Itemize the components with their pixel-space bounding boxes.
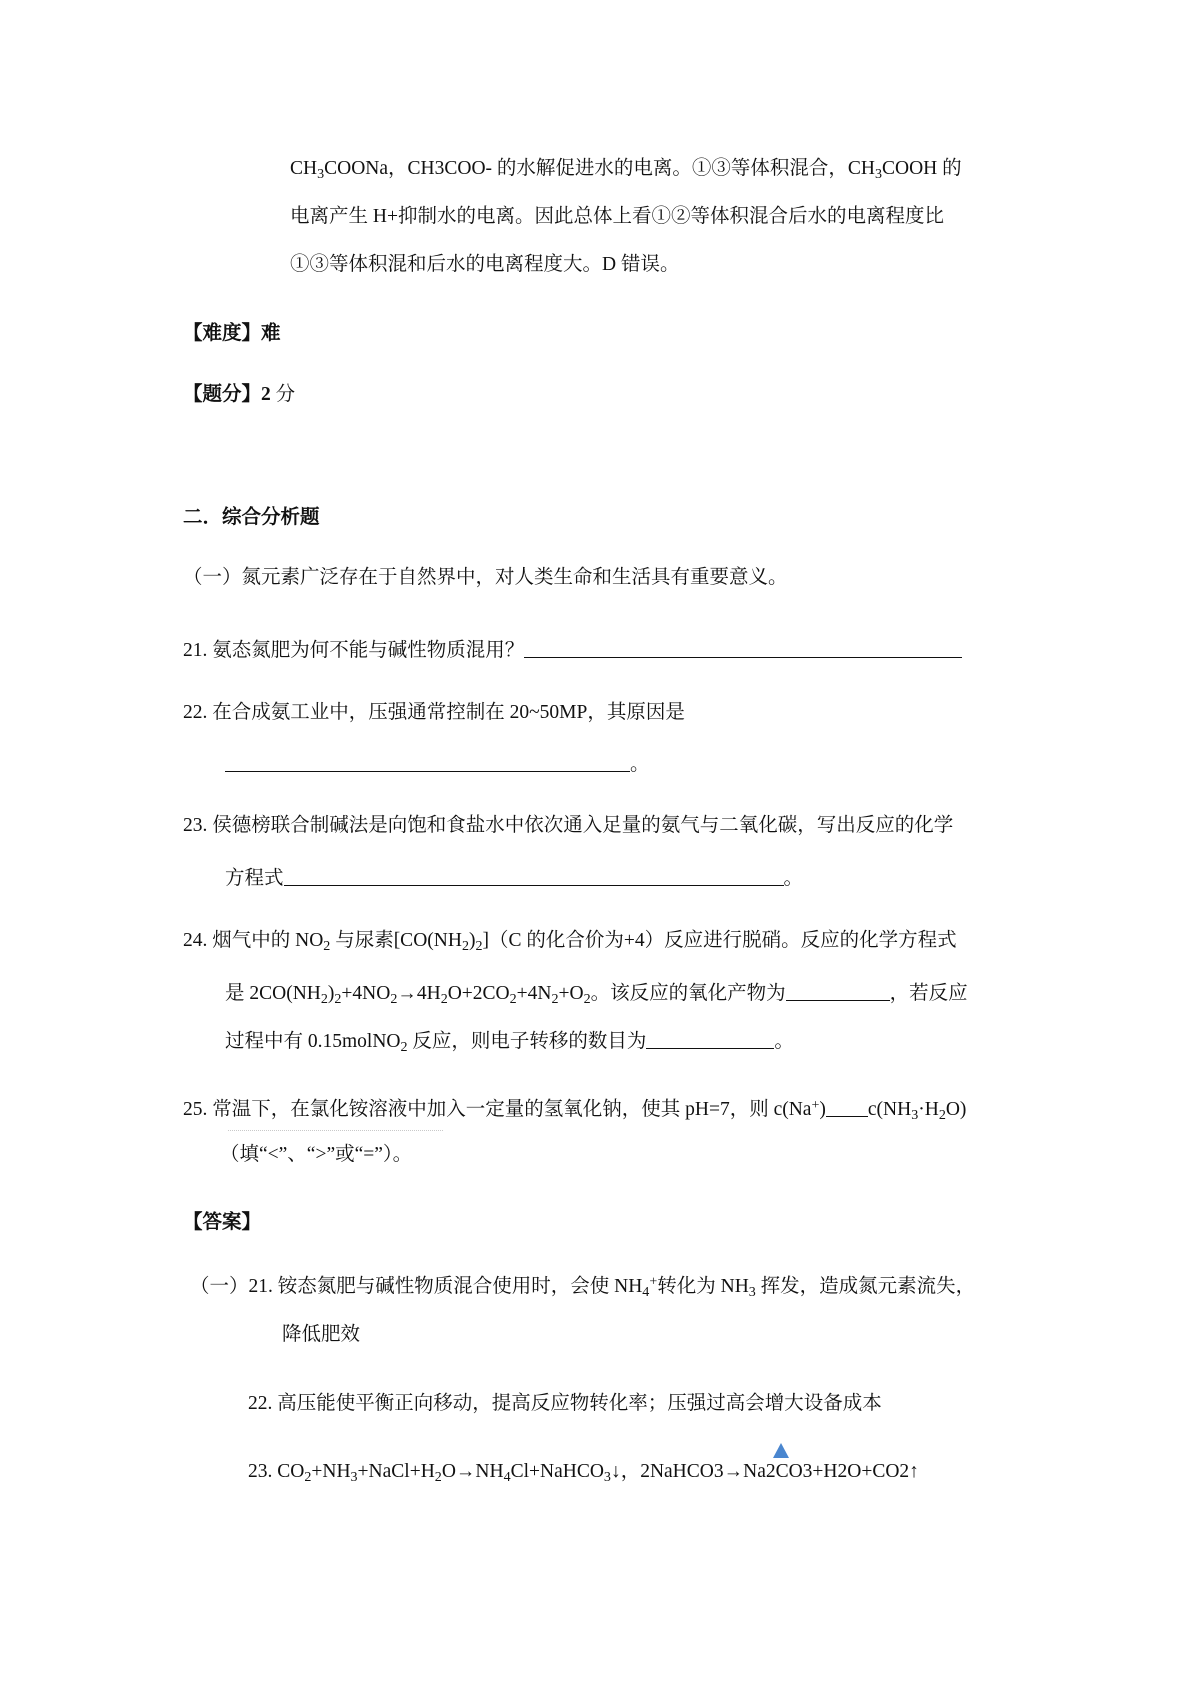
answer-blank[interactable] bbox=[225, 751, 630, 772]
score-unit: 分 bbox=[270, 384, 296, 405]
answer-label: 【答案】 bbox=[183, 1212, 262, 1233]
question-23-line-2: 方程式 。 bbox=[225, 865, 803, 889]
question-21: 21. 氨态氮肥为何不能与碱性物质混用？ bbox=[183, 637, 962, 661]
question-23: 23. 侯德榜联合制碱法是向饱和食盐水中依次通入足量的氨气与二氧化碳，写出反应的化学 bbox=[183, 815, 954, 836]
answer-blank[interactable] bbox=[826, 1096, 868, 1117]
difficulty-value: 难 bbox=[261, 323, 281, 344]
answer-blank[interactable] bbox=[284, 865, 784, 886]
score-number: 2 bbox=[261, 384, 271, 405]
question-24-line-3: 过程中有 0.15molNO$_2$ 反应，则电子转移的数目为 。 bbox=[225, 1028, 794, 1052]
difficulty-label: 【难度】 bbox=[183, 323, 262, 344]
answer-21-line-2: 降低肥效 bbox=[282, 1324, 361, 1345]
dotted-divider bbox=[228, 1130, 443, 1131]
score-label: 【题分】 bbox=[183, 384, 262, 405]
question-22: 22. 在合成氨工业中，压强通常控制在 20~50MP，其原因是 bbox=[183, 702, 685, 723]
heating-arrow: → bbox=[723, 1461, 744, 1482]
question-24-line-2: 是 $2CO(NH_2)_2+4NO_2\to 4H_2O+2CO_2+4N_2+O_2$。该反应的氧化产物为 ，若反应 bbox=[225, 980, 968, 1004]
section-intro: （一）氮元素广泛存在于自然界中，对人类生命和生活具有重要意义。 bbox=[183, 567, 788, 588]
difficulty-row bbox=[183, 324, 281, 344]
score-row bbox=[183, 385, 295, 405]
prev-answer-line-2: 电离产生 H+抑制水的电离。因此总体上看①②等体积混合后水的电离程度比 bbox=[290, 206, 944, 227]
question-22-answer-line: 。 bbox=[225, 751, 650, 775]
question-25-line-2: （填“<”、“>”或“=”）。 bbox=[220, 1144, 413, 1165]
heating-triangle-icon bbox=[773, 1443, 789, 1458]
question-25-line-1: 25. 常温下，在氯化铵溶液中加入一定量的氢氧化钠，使其 pH=7，则 c(Na+) $c(NH_3\cdot H_2O)$ bbox=[183, 1096, 967, 1124]
answer-blank[interactable] bbox=[524, 637, 962, 658]
answer-23: 23. $CO_2+NH_3+NaCl+H_2O\to NH_4Cl+NaHCO_3↓$，2NaHCO3→Na2CO3+H2O+CO2↑ bbox=[248, 1461, 919, 1485]
section-title: 二．综合分析题 bbox=[183, 507, 320, 528]
prev-answer-line-1: $CH_3COONa$，CH3COO- 的水解促进水的电离。①③等体积混合，$CH_3COOH$ 的 bbox=[290, 158, 962, 182]
answer-blank[interactable] bbox=[646, 1028, 774, 1049]
question-24-line-1: 24. 烟气中的 $NO_2$ 与尿素$[CO(NH_2)_2](C$ 的化合价为+4）反应进行脱硝。反应的化学方程式 bbox=[183, 930, 957, 954]
answer-22: 22. 高压能使平衡正向移动，提高反应物转化率；压强过高会增大设备成本 bbox=[248, 1393, 882, 1414]
prev-answer-line-3: ①③等体积混和后水的电离程度大。D 错误。 bbox=[290, 254, 680, 275]
answer-21-line-1: （一）21. 铵态氮肥与碱性物质混合使用时，会使 $NH_4^+$转化为 $NH_3$ 挥发，造成氮元素流失， bbox=[190, 1273, 976, 1300]
answer-blank[interactable] bbox=[786, 980, 890, 1001]
